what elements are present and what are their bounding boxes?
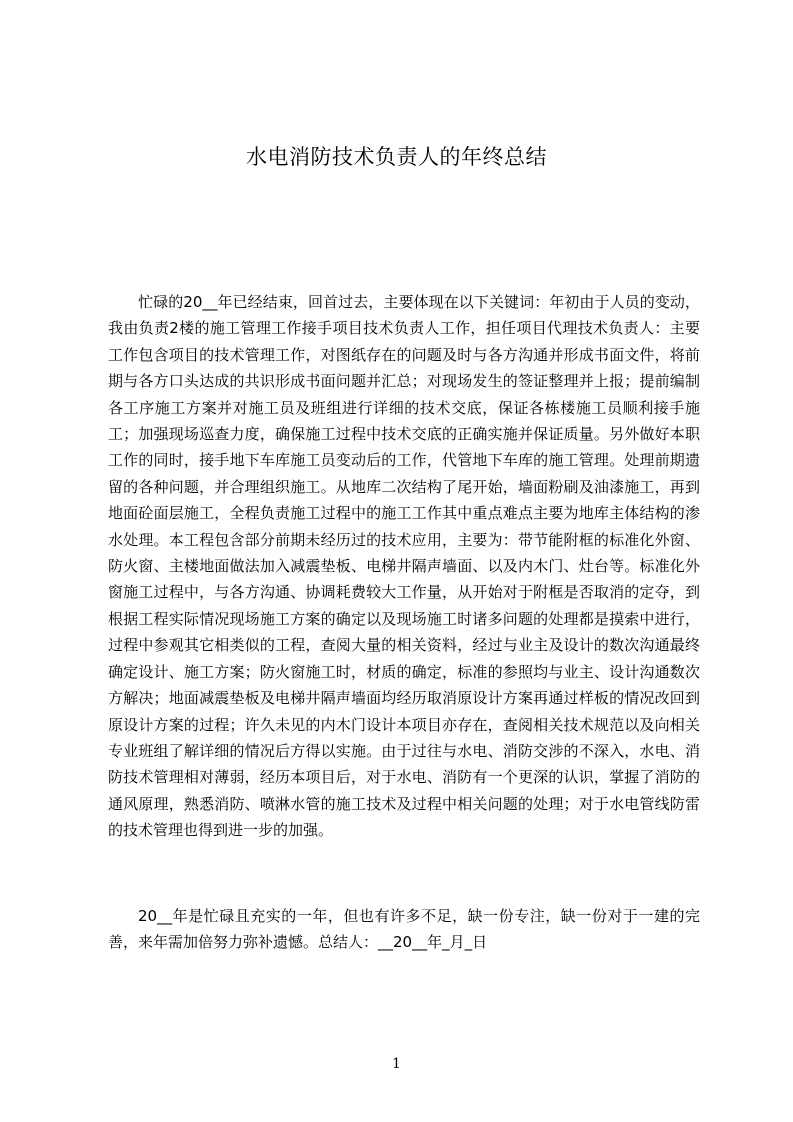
paragraph-text: 20__年是忙碌且充实的一年，但也有许多不足，缺一份专注，缺一份对于一建的完善，来年需加倍努力弥补遗憾。总结人：__20__年_月_日 xyxy=(108,907,700,952)
closing-paragraph xyxy=(108,903,700,956)
body-paragraph xyxy=(108,289,700,844)
page-number: 1 xyxy=(392,1056,401,1072)
paragraph-text: 忙碌的20__年已经结束，回首过去，主要体现在以下关键词：年初由于人员的变动，我由负责2楼的施工管理工作接手项目技术负责人工作，担任项目代理技术负责人：主要工作包含项目的技术管理工作，对图纸存在的问题及时与各方沟通并形成书面文件，将前期与各方口头达成的共识形成书面问题并汇总；对现场发生的签证整理并上报；提前编制各工序施工方案并对施工员及班组进行详细的技术交底，保证各栋楼施工员顺利接手施工；加强现场巡查力度，确保施工过程中技术交底的正确实施并保证质量。另外做好本职工作的同时，接手地下车库施工员变动后的工作，代管地下车库的施工管理。处理前期遗留的各种问题，并合理组织施工。从地库二次结构了尾开始，墙面粉刷及油漆施工，再到地面砼面层施工，全程负责施工过程中的施工工作其中重点难点主要为地库主体结构的渗水处理。本工程包含部分前期未经历过的技术应用，主要为：带节能附框的标准化外窗、防火窗、主楼地面做法加入减震垫板、电梯井隔声墙面、以及内木门、灶台等。标准化外窗施工过程中，与各方沟通、协调耗费较大工作量，从开始对于附框是否取消的定夺，到根据工程实际情况现场施工方案的确定以及现场施工时诸多问题的处理都是摸索中进行，过程中参观其它相类似的工程，查阅大量的相关资料，经过与业主及设计的数次沟通最终确定设计、施工方案；防火窗施工时，材质的确定，标准的参照均与业主、设计沟通数次方解决；地面减震垫板及电梯井隔声墙面均经历取消原设计方案再通过样板的情况改回到原设计方案的过程；许久未见的内木门设计本项目亦存在，查阅相关技术规范以及向相关专业班组了解详细的情况后方得以实施。由于过往与水电、消防交涉的不深入，水电、消防技术管理相对薄弱，经历本项目后，对于水电、消防有一个更深的认识，掌握了消防的通风原理，熟悉消防、喷淋水管的施工技术及过程中相关问题的处理；对于水电管线防雷的技术管理也得到进一步的加强。 xyxy=(108,293,700,840)
document-title: 水电消防技术负责人的年终总结 xyxy=(246,145,547,169)
